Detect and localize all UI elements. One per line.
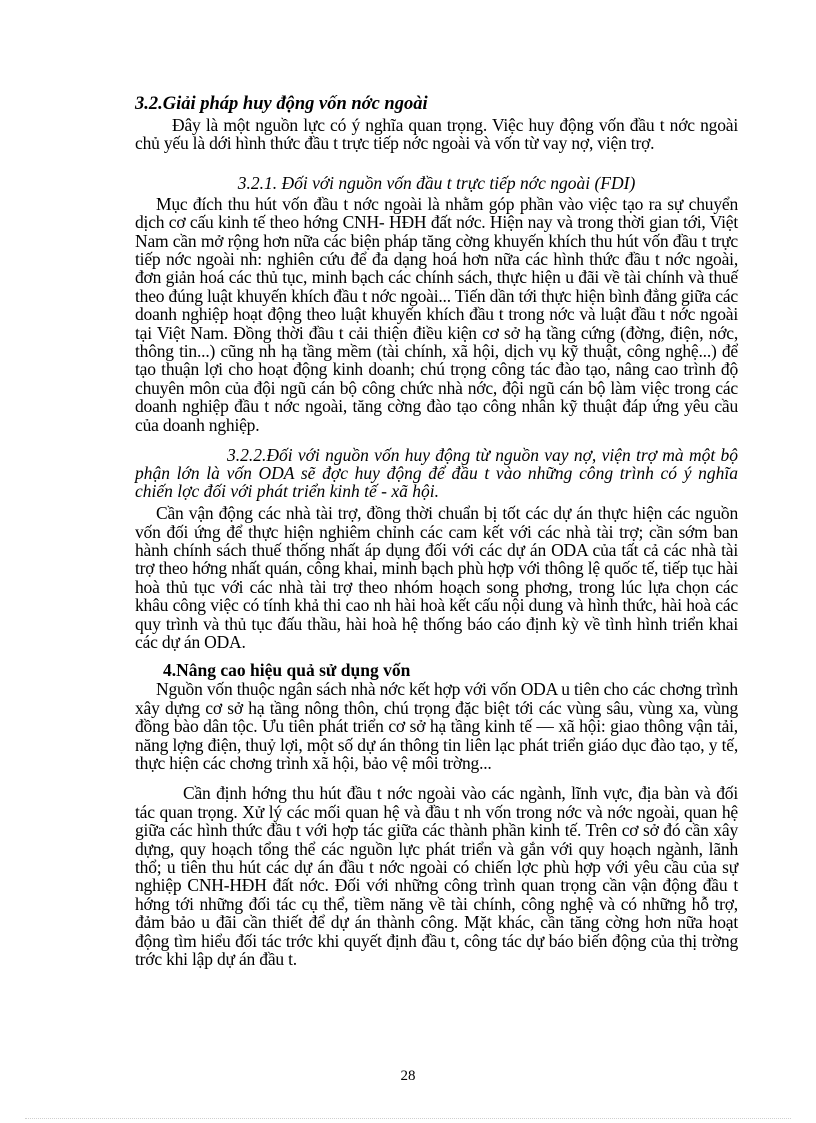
subsection-heading-fdi: 3.2.1. Đối với nguồn vốn đầu t trực tiếp nớc ngoài (FDI) — [237, 172, 636, 193]
section4-heading: 4.Nâng cao hiệu quả sử dụng vốn — [163, 660, 411, 681]
page-body — [135, 93, 738, 968]
oda-paragraph: Cần vận động các nhà tài trợ, đồng thời chuẩn bị tốt các dự án thực hiện các nguồn vốn đối ứng để thực hiện nghiêm chỉnh các cam kết với các nhà tài trợ; cần sớm ban hành chính sách thuế thống nhất áp dụng đối với các dự án ODA của tất cả các nhà tài trợ theo hớng nhất quán, công khai, minh bạch phù hợp với thông lệ quốc tế, tiếp tục hài hoà thủ tục với các nhà tài trợ theo nhóm hoạch song phơng, trong lúc lựa chọn các khâu công việc có tính khả thi cao nh hài hoà kết cấu nội dung và hình thức, hài hoà các quy trình và thủ tục đấu thầu, hài hoà hệ thống báo cáo định kỳ về tình hình triển khai các dự án ODA. — [135, 503, 738, 652]
fdi-paragraph: Mục đích thu hút vốn đầu t nớc ngoài là nhằm góp phần vào việc tạo ra sự chuyển dịch cơ cấu kinh tế theo hớng CNH- HĐH đất nớc. Hiện nay và trong thời gian tới, Việt Nam cần mở rộng hơn nữa các biện pháp tăng cờng khuyến khích thu hút vốn đầu t trực tiếp nớc ngoài nh: nghiên cứu để đa dạng hoá hơn nữa các hình thức đầu t nớc ngoài, đơn giản hoá các thủ tục, minh bạch các chính sách, thực hiện u đãi về tài chính và thuế theo đúng luật khuyến khích đầu t nớc ngoài... Tiến dần tới thực hiện bình đẳng giữa các doanh nghiệp hoạt động theo luật khuyến khích đầu t trong nớc và luật đầu t nớc ngoài tại Việt Nam. Đồng thời đầu t cải thiện điều kiện cơ sở hạ tầng cứng (đờng, điện, nớc, thông tin...) cũng nh hạ tầng mềm (tài chính, xã hội, dịch vụ kỹ thuật, công nghệ...) để tạo thuận lợi cho hoạt động kinh doanh; chú trọng công tác đào tạo, nâng cao trình độ chuyên môn của đội ngũ cán bộ công chức nhà nớc, đội ngũ cán bộ làm việc trong các doanh nghiệp đầu t nớc ngoài, tăng cờng đào tạo công nhân kỹ thuật đáp ứng yêu cầu của doanh nghiệp. — [135, 193, 738, 435]
capital-use-paragraph-2: Cần định hớng thu hút đầu t nớc ngoài vào các ngành, lĩnh vực, địa bàn và đối tác quan trọng. Xử lý các mối quan hệ và đầu t nh vốn trong nớc và nớc ngoài, quan hệ giữa các hình thức đầu t với hợp tác giữa các thành phần kinh tế. Trên cơ sở đó cần xây dựng, quy hoạch tổng thể các nguồn lực phát triển và gắn với quy hoạch ngành, lãnh thổ; u tiên thu hút các dự án đầu t nớc ngoài có chiến lợc phù hợp với yêu cầu của sự nghiệp CNH-HĐH đất nớc. Đối với những công trình quan trọng cần vận động đầu t hớng tới những đối tác cụ thể, tiềm năng về tài chính, công nghệ và có những hỗ trợ, đảm bảo u đãi cần thiết để dự án thành công. Mặt khác, cần tăng cờng hơn nữa hoạt động tìm hiểu đối tác trớc khi quyết định đầu t, công tác dự báo biến động của thị trờng trớc khi lập dự án đầu t. — [135, 783, 738, 970]
subsection-heading-oda: 3.2.2.Đối với nguồn vốn huy động từ nguồn vay nợ, viện trợ mà một bộ phận lớn là vốn ODA sẽ đợc huy động để đầu t vào những công trình có ý nghĩa chiến lợc đối với phát triển kinh tế - xã hội. — [135, 445, 738, 502]
section-heading: 3.2.Giải pháp huy động vốn nớc ngoài — [135, 94, 428, 114]
intro-paragraph: Đây là một nguồn lực có ý nghĩa quan trọng. Việc huy động vốn đầu t nớc ngoài chủ yếu là dới hình thức đầu t trực tiếp nớc ngoài và vốn từ vay nợ, viện trợ. — [135, 115, 738, 154]
page-number: 28 — [400, 1068, 416, 1084]
capital-use-paragraph-1: Nguồn vốn thuộc ngân sách nhà nớc kết hợp với vốn ODA u tiên cho các chơng trình xây dựng cơ sở hạ tầng nông thôn, chú trọng đặc biệt tới các vùng sâu, vùng xa, vùng đồng bào dân tộc. Ưu tiên phát triển cơ sở hạ tầng kinh tế — xã hội: giao thông vận tải, năng lợng điện, thuỷ lợi, một số dự án thông tin liên lạc phát triển giáo dục đào tạo, y tế, thực hiện các chơng trình xã hội, bảo vệ môi trờng... — [135, 679, 738, 773]
page-bottom-divider — [25, 1118, 791, 1119]
